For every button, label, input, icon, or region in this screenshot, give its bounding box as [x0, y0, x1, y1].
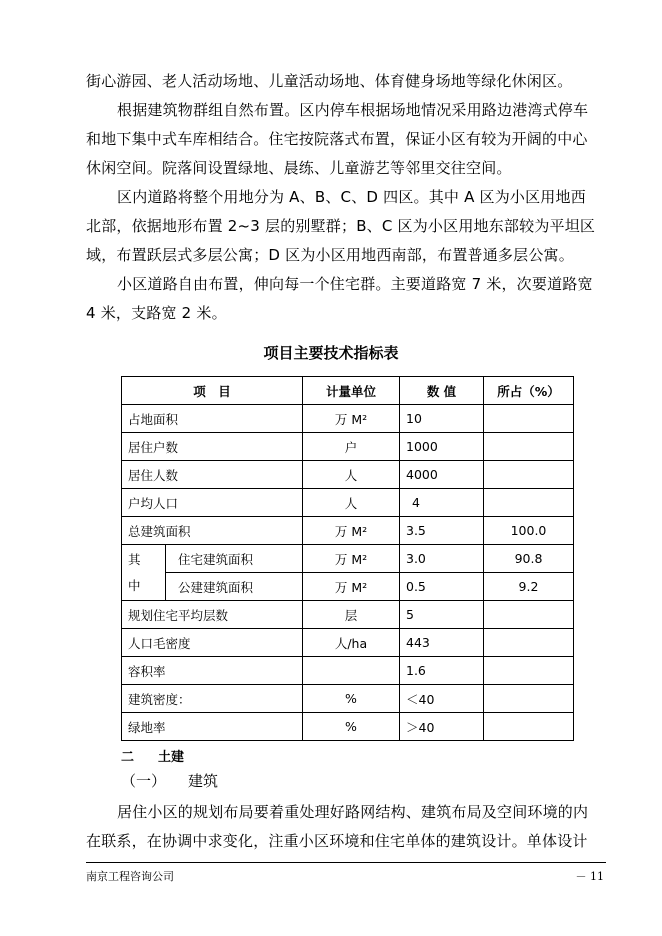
paragraph-line: 4 米，支路宽 2 米。: [86, 304, 227, 322]
row-value: 0.5: [400, 573, 484, 601]
paragraph-line: 街心游园、老人活动场地、儿童活动场地、体育健身场地等绿化休闲区。: [86, 72, 573, 90]
row-percent: 9.2: [484, 573, 574, 601]
table-row: [122, 405, 574, 433]
table-row: [122, 629, 574, 657]
footer-divider: [86, 862, 606, 863]
row-name: 居住户数: [122, 433, 303, 461]
row-percent: [484, 433, 574, 461]
row-name: 公建建筑面积: [166, 573, 303, 601]
row-unit: 人: [303, 489, 400, 517]
row-value: 1.6: [400, 657, 484, 685]
table-row: [122, 489, 574, 517]
row-value: 3.0: [400, 545, 484, 573]
row-percent: [484, 405, 574, 433]
group-label-line1: 其: [128, 551, 141, 567]
paragraph-line: 居住小区的规划布局要着重处理好路网结构、建筑布局及空间环境的内: [117, 803, 589, 821]
paragraph-line: 和地下集中式车库相结合。住宅按院落式布置，保证小区有较为开阔的中心: [86, 130, 588, 148]
subsection-title: 建筑: [188, 772, 219, 790]
paragraph-line: 小区道路自由布置，伸向每一个住宅群。主要道路宽 7 米，次要道路宽: [117, 275, 593, 293]
technical-indicators-table: [121, 376, 574, 741]
group-label: [122, 545, 166, 601]
table-row: [122, 433, 574, 461]
row-value: 10: [400, 405, 484, 433]
row-percent: [484, 489, 574, 517]
row-unit: %: [303, 713, 400, 741]
subsection-heading: [121, 770, 240, 791]
row-unit: 层: [303, 601, 400, 629]
row-unit: 万 M²: [303, 517, 400, 545]
paragraph-line: 休闲空间。院落间设置绿地、晨练、儿童游艺等邻里交往空间。: [86, 159, 512, 177]
row-name: 总建筑面积: [122, 517, 303, 545]
row-name: 人口毛密度: [122, 629, 303, 657]
row-value: ＜40: [400, 685, 484, 713]
row-value: 443: [400, 629, 484, 657]
table-row: [122, 601, 574, 629]
row-percent: [484, 629, 574, 657]
row-name: 容积率: [122, 657, 303, 685]
row-name: 户均人口: [122, 489, 303, 517]
paragraph-line: 北部，依据地形布置 2~3 层的别墅群；B、C 区为小区用地东部较为平坦区: [86, 217, 596, 235]
section-number: 二: [121, 750, 135, 765]
row-unit: [303, 657, 400, 685]
paragraph-line: 根据建筑物群组自然布置。区内停车根据场地情况采用路边港湾式停车: [117, 101, 589, 119]
paragraph-line: 区内道路将整个用地分为 A、B、C、D 四区。其中 A 区为小区用地西: [117, 188, 586, 206]
page-number: － 11: [575, 870, 604, 883]
paragraph-line: 在联系，在协调中求变化，注重小区环境和住宅单体的建筑设计。单体设计: [86, 832, 588, 850]
header-item: 项 目: [122, 377, 303, 405]
row-percent: [484, 601, 574, 629]
section-heading: [121, 746, 208, 765]
row-name: 建筑密度：: [122, 685, 303, 713]
group-label-line2: 中: [128, 577, 141, 593]
row-value: 4: [400, 489, 484, 517]
row-name: 占地面积: [122, 405, 303, 433]
row-percent: 100.0: [484, 517, 574, 545]
table-row: [122, 545, 574, 573]
row-unit: 人: [303, 461, 400, 489]
header-unit: 计量单位: [303, 377, 400, 405]
row-percent: 90.8: [484, 545, 574, 573]
section-title: 土建: [158, 750, 185, 765]
row-unit: %: [303, 685, 400, 713]
header-value: 数 值: [400, 377, 484, 405]
table-row: [122, 573, 574, 601]
header-percent: 所占（%）: [484, 377, 574, 405]
row-percent: [484, 461, 574, 489]
table-header-row: [122, 377, 574, 405]
footer-company: 南京工程咨询公司: [86, 870, 174, 883]
row-name: 绿地率: [122, 713, 303, 741]
row-percent: [484, 685, 574, 713]
subsection-number: （一）: [121, 772, 167, 790]
paragraph-line: 域，布置跃层式多层公寓；D 区为小区用地西南部，布置普通多层公寓。: [86, 246, 574, 264]
row-unit: 户: [303, 433, 400, 461]
table-row: [122, 713, 574, 741]
row-value: ＞40: [400, 713, 484, 741]
row-name: 住宅建筑面积: [166, 545, 303, 573]
row-percent: [484, 657, 574, 685]
table-row: [122, 685, 574, 713]
table-row: [122, 461, 574, 489]
row-unit: 万 M²: [303, 405, 400, 433]
row-value: 4000: [400, 461, 484, 489]
row-unit: 人/ha: [303, 629, 400, 657]
row-value: 5: [400, 601, 484, 629]
table-title: 项目主要技术指标表: [263, 344, 399, 362]
row-value: 1000: [400, 433, 484, 461]
row-unit: 万 M²: [303, 573, 400, 601]
row-value: 3.5: [400, 517, 484, 545]
row-unit: 万 M²: [303, 545, 400, 573]
table-row: [122, 657, 574, 685]
row-percent: [484, 713, 574, 741]
row-name: 规划住宅平均层数: [122, 601, 303, 629]
row-name: 居住人数: [122, 461, 303, 489]
table-row: [122, 517, 574, 545]
